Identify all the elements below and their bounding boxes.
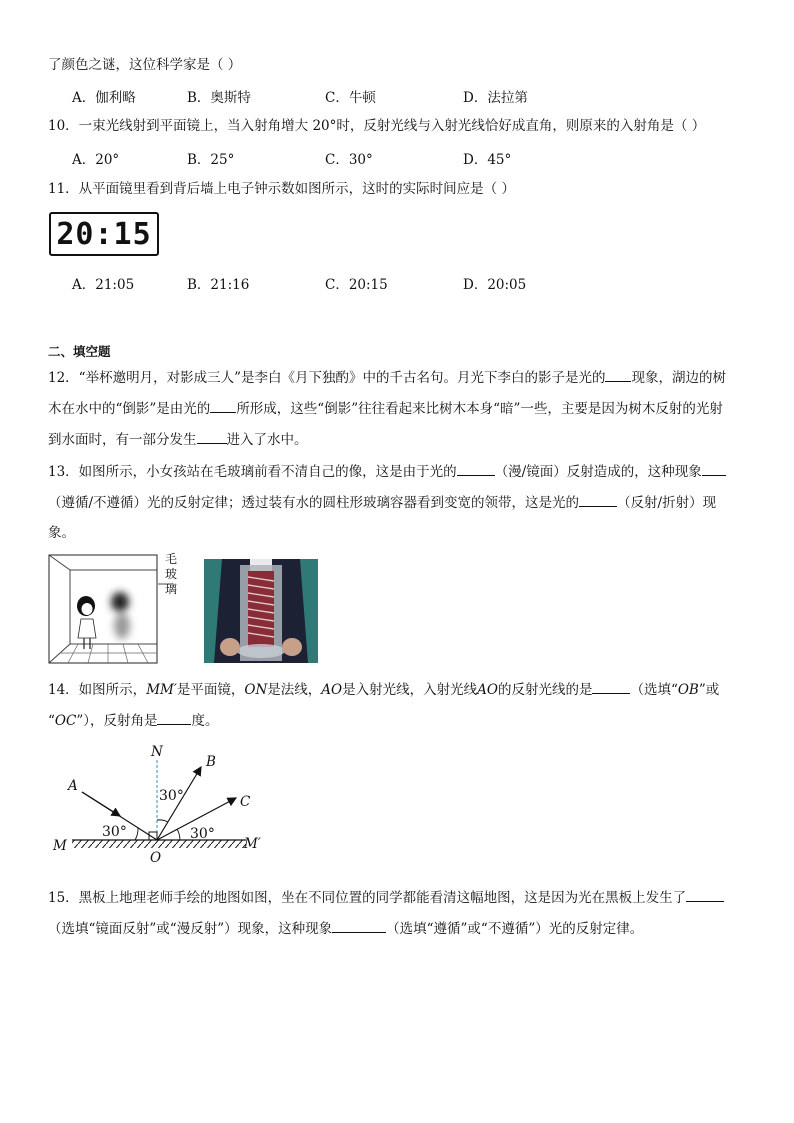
reflection-diagram	[50, 740, 280, 870]
q9-option-a: A．伽利略	[72, 90, 136, 106]
label-m: M	[53, 838, 67, 854]
q10-option-b: B．25°	[187, 152, 235, 168]
angle-label-top: 30°	[159, 788, 184, 804]
q11-option-d: D．20:05	[463, 277, 527, 293]
answer-blank[interactable]	[457, 461, 495, 476]
answer-blank[interactable]	[592, 679, 630, 694]
q13-text: 13．如图所示，小女孩站在毛玻璃前看不清自己的像，这是由于光的	[48, 464, 457, 480]
q9-option-d: D．法拉第	[463, 90, 528, 106]
q13-text: （遵循/不遵循）光的反射定律；透过装有水的圆柱形玻璃容器看到变宽的领带，这是光的	[48, 495, 580, 511]
answer-blank[interactable]	[702, 461, 726, 476]
q12-text: 现象，湖边的树	[631, 370, 726, 386]
q10-option-d: D．45°	[463, 152, 512, 168]
q11-option-b: B．21:16	[187, 277, 250, 293]
angle-label-left: 30°	[102, 824, 127, 840]
tie	[248, 571, 274, 647]
q14-line2: “OC”），反射角是 度。	[48, 710, 218, 731]
answer-blank[interactable]	[210, 398, 236, 413]
q12-line2	[48, 398, 723, 419]
q15-line1: 15．黑板上地理老师手绘的地图如图，坐在不同位置的同学都能看清这幅地图，这是因为光在黑板上发生了	[48, 887, 724, 908]
q12-text: 到水面时，有一部分发生	[48, 432, 197, 448]
q11-stem: 11．从平面镜里看到背后墙上电子钟示数如图所示，这时的实际时间应是（ ）	[48, 181, 515, 197]
q13-text: （漫/镜面）反射造成的，这种现象	[494, 464, 702, 480]
label-n: N	[151, 744, 163, 760]
q11-option-c: C．20:15	[325, 277, 388, 293]
q12-text: 所形成，这些“倒影”往往看起来比树木本身“暗”一些，主要是因为树木反射的光射	[236, 401, 723, 417]
label-m-prime: M′	[244, 836, 261, 852]
answer-blank[interactable]	[686, 887, 724, 902]
angle-label-right: 30°	[190, 826, 215, 842]
q9-tail: 了颜色之谜，这位科学家是（ ）	[48, 57, 242, 73]
q10-stem: 10．一束光线射到平面镜上，当入射角增大 20°时，反射光线与入射光线恰好成直角，则原来的入射角是（ ）	[48, 118, 706, 134]
q12-text: 木在水中的“倒影”是由光的	[48, 401, 211, 417]
mirror-hatch	[72, 840, 246, 848]
frosted-glass-label: 毛 玻 璃	[165, 552, 178, 596]
q12-text: 进入了水中。	[226, 432, 308, 448]
q13-line1	[48, 461, 726, 482]
q12-line1	[48, 367, 726, 388]
section-heading: 二、填空题	[48, 344, 111, 359]
q13-line3: 象。	[48, 525, 75, 541]
q13-text: （反射/折射）现	[617, 495, 717, 511]
label-b: B	[206, 754, 216, 770]
q9-option-c: C．牛顿	[325, 90, 376, 106]
label-o: O	[150, 850, 162, 866]
label-a: A	[68, 778, 78, 794]
q12-line3	[48, 429, 308, 450]
q14-line1: 14．如图所示，MM′是平面镜，ON是法线，AO是入射光线，入射光线AO的反射光线的是 （选填“OB”或	[48, 679, 719, 700]
q10-option-c: C．30°	[325, 152, 373, 168]
frosted-glass-figure	[48, 554, 188, 664]
cylinder-tie-photo	[204, 559, 318, 663]
digital-clock-figure	[49, 212, 159, 256]
answer-blank[interactable]	[579, 492, 617, 507]
q9-option-b: B．奥斯特	[187, 90, 251, 106]
q11-option-a: A．21:05	[72, 277, 135, 293]
answer-blank[interactable]	[157, 710, 191, 725]
q15-line2: （选填“镜面反射”或“漫反射”）现象，这种现象 （选填“遵循”或“不遵循”）光的反射定律。	[48, 918, 643, 939]
answer-blank[interactable]	[332, 918, 386, 933]
answer-blank[interactable]	[605, 367, 631, 382]
q12-text: 12．“举杯邀明月，对影成三人”是李白《月下独酌》中的千古名句。月光下李白的影子是光的	[48, 370, 606, 386]
q10-option-a: A．20°	[72, 152, 120, 168]
answer-blank[interactable]	[197, 429, 227, 444]
label-c: C	[240, 794, 251, 810]
q13-line2	[48, 492, 716, 513]
clock-display: 20:15	[56, 216, 152, 252]
